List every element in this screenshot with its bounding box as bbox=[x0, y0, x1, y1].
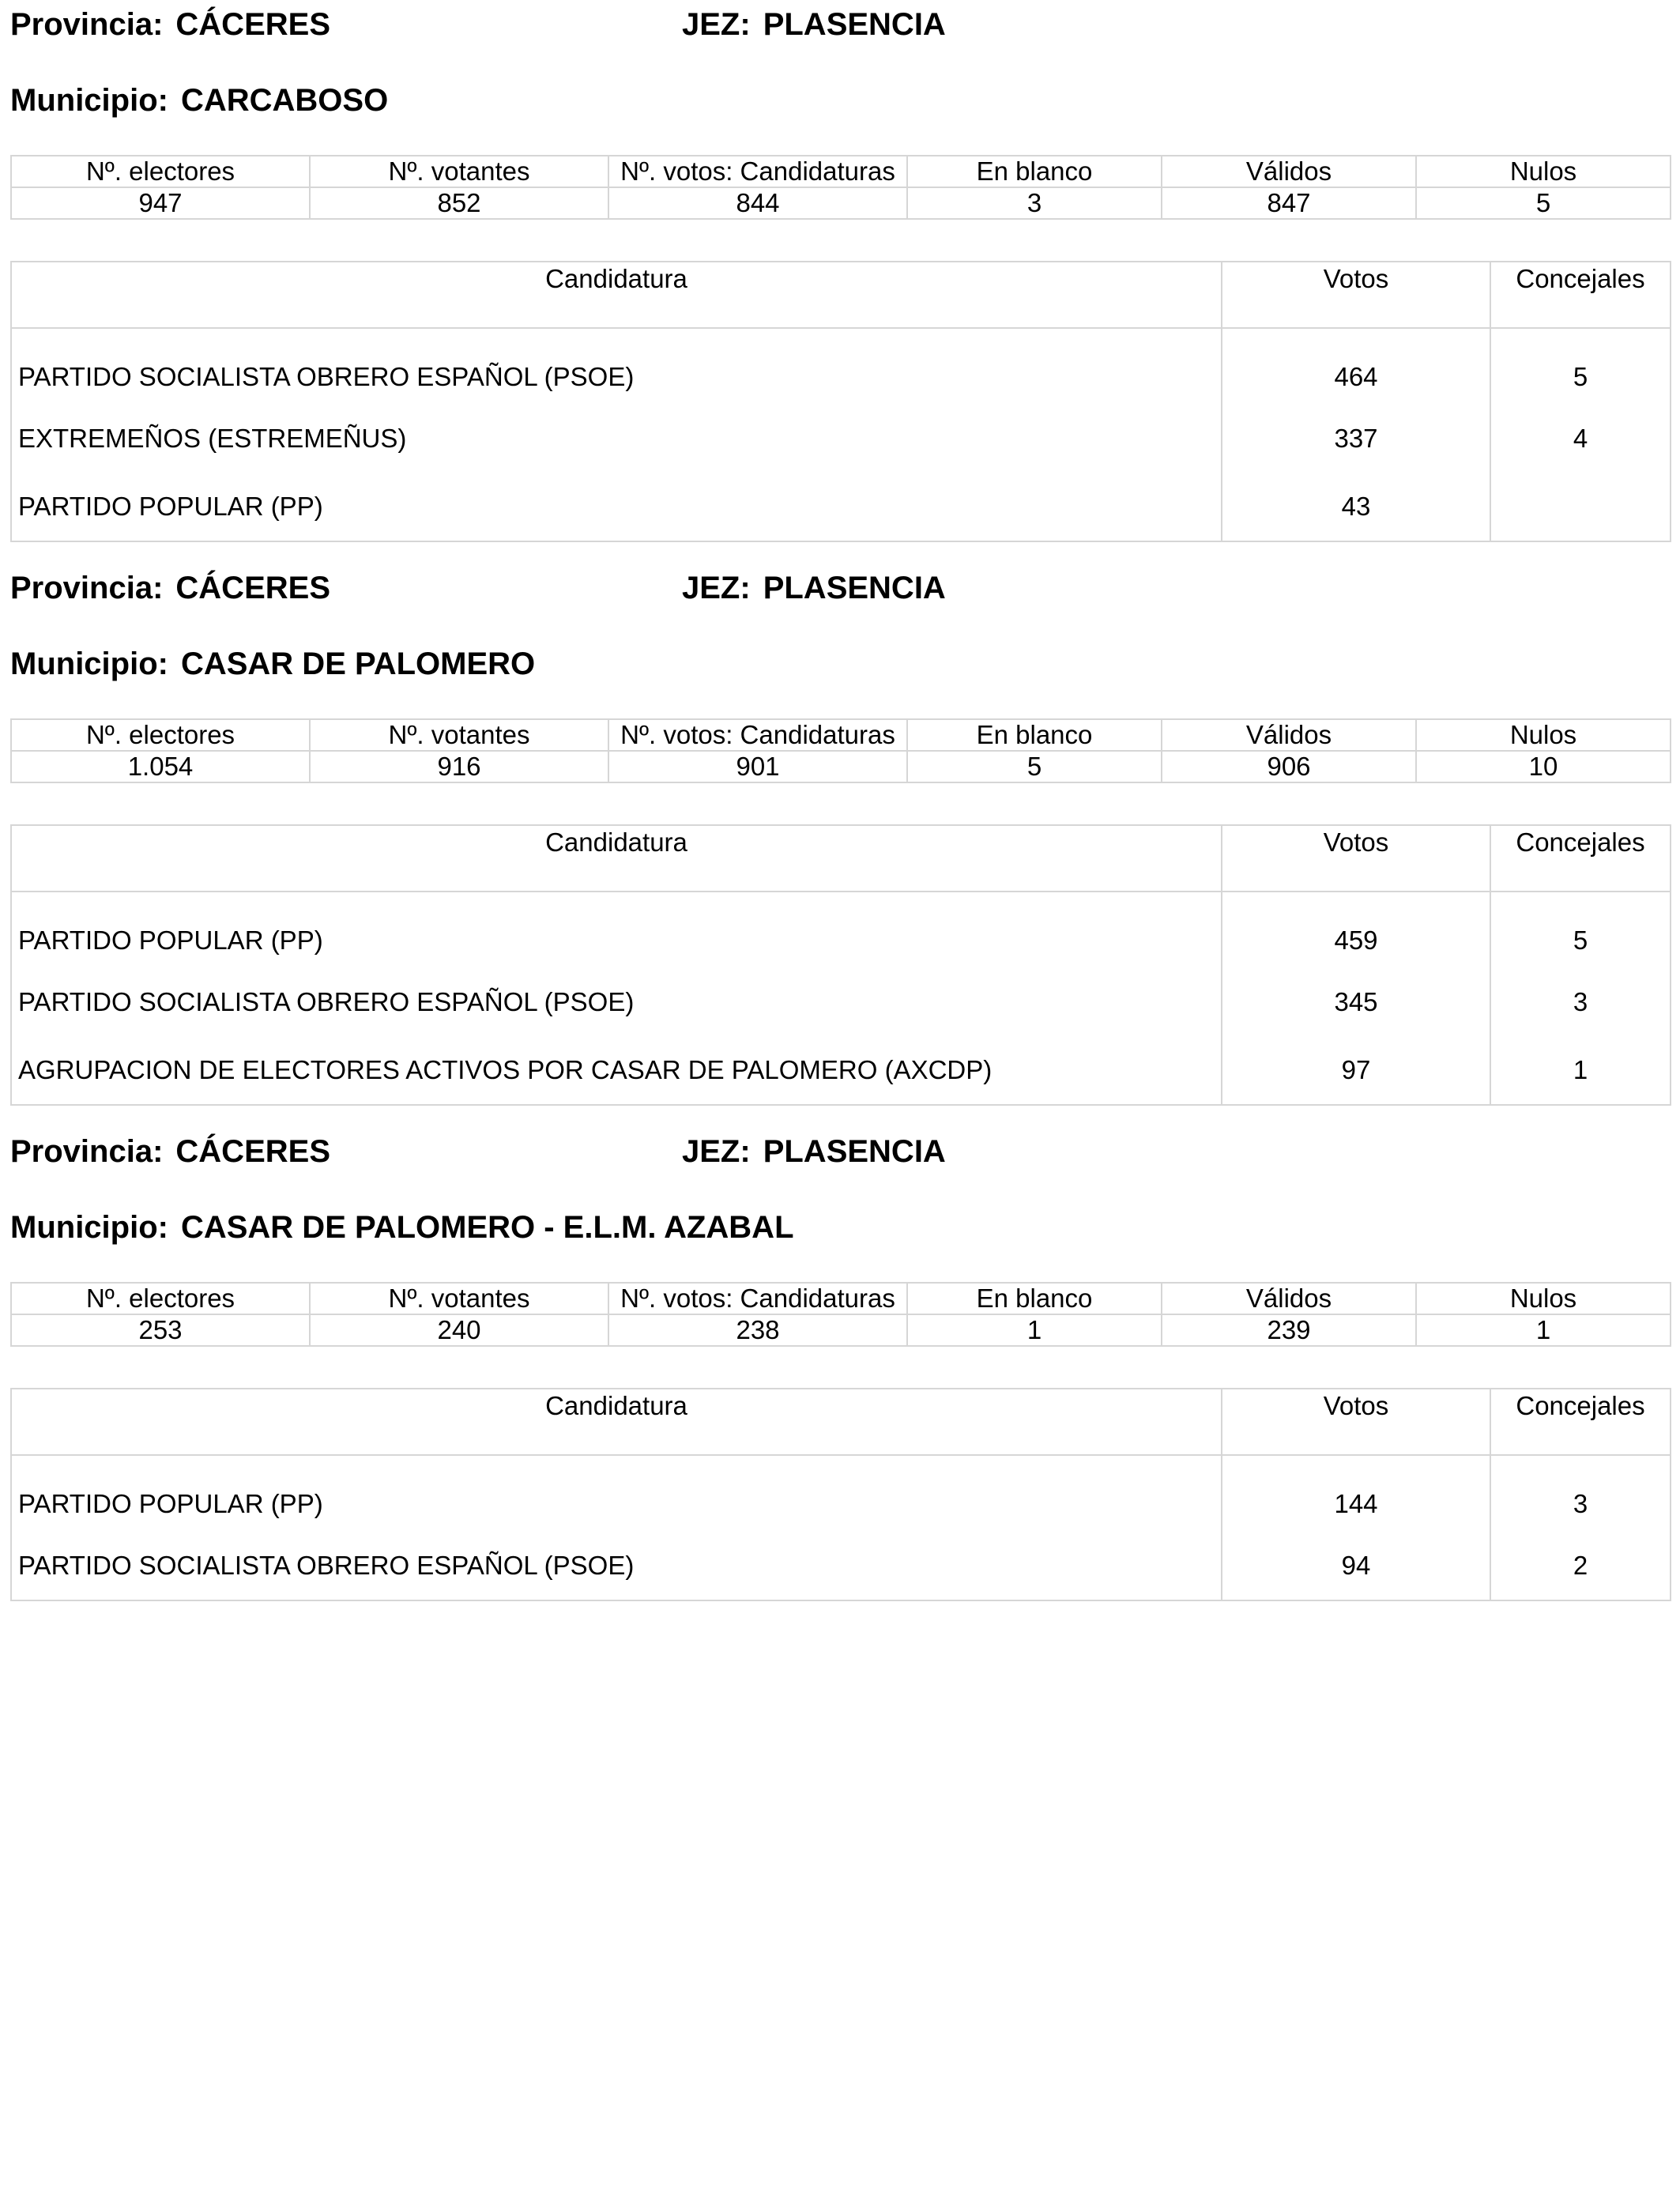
candidatura-row bbox=[11, 968, 1671, 1036]
jez-label: JEZ: bbox=[682, 1134, 751, 1169]
concejales-header: Concejales bbox=[1490, 262, 1671, 328]
votos-header: Votos bbox=[1222, 262, 1490, 328]
provincia-label: Provincia: bbox=[10, 1134, 164, 1169]
concejales-header: Concejales bbox=[1490, 825, 1671, 892]
votos-candidaturas-header: Nº. votos: Candidaturas bbox=[608, 156, 907, 187]
candidatura-name: PARTIDO SOCIALISTA OBRERO ESPAÑOL (PSOE) bbox=[11, 968, 1222, 1036]
jez-header bbox=[682, 570, 946, 606]
provincia-label: Provincia: bbox=[10, 7, 164, 42]
validos-header: Válidos bbox=[1162, 156, 1416, 187]
candidatura-votos: 97 bbox=[1222, 1036, 1490, 1105]
electores-value: 253 bbox=[11, 1314, 310, 1346]
nulos-value: 10 bbox=[1416, 751, 1671, 782]
votos-candidaturas-header: Nº. votos: Candidaturas bbox=[608, 719, 907, 751]
candidatura-header: Candidatura bbox=[11, 1389, 1222, 1455]
electores-value: 947 bbox=[11, 187, 310, 219]
votos-candidaturas-value: 901 bbox=[608, 751, 907, 782]
jez-value: PLASENCIA bbox=[763, 1134, 946, 1169]
candidatura-row bbox=[11, 892, 1671, 968]
summary-table bbox=[10, 718, 1671, 783]
summary-value-row bbox=[11, 187, 1671, 219]
nulos-value: 1 bbox=[1416, 1314, 1671, 1346]
validos-value: 847 bbox=[1162, 187, 1416, 219]
provincia-value: CÁCERES bbox=[175, 571, 330, 605]
en-blanco-value: 3 bbox=[907, 187, 1162, 219]
votantes-value: 916 bbox=[310, 751, 608, 782]
municipio-value: CASAR DE PALOMERO bbox=[180, 647, 536, 681]
candidatura-row bbox=[11, 1532, 1671, 1600]
jez-label: JEZ: bbox=[682, 571, 751, 605]
candidaturas-header-row bbox=[11, 262, 1671, 328]
provincia-header bbox=[10, 1133, 330, 1170]
summary-table bbox=[10, 1282, 1671, 1347]
jez-header bbox=[682, 6, 946, 43]
provincia-value: CÁCERES bbox=[175, 7, 330, 42]
nulos-header: Nulos bbox=[1416, 1283, 1671, 1314]
votos-candidaturas-value: 844 bbox=[608, 187, 907, 219]
votos-header: Votos bbox=[1222, 825, 1490, 892]
candidatura-votos: 459 bbox=[1222, 892, 1490, 968]
jez-header bbox=[682, 1133, 946, 1170]
candidatura-votos: 464 bbox=[1222, 328, 1490, 405]
summary-value-row bbox=[11, 751, 1671, 782]
candidatura-row bbox=[11, 328, 1671, 405]
candidatura-votos: 94 bbox=[1222, 1532, 1490, 1600]
votos-header: Votos bbox=[1222, 1389, 1490, 1455]
candidatura-header: Candidatura bbox=[11, 825, 1222, 892]
votantes-header: Nº. votantes bbox=[310, 719, 608, 751]
votos-candidaturas-value: 238 bbox=[608, 1314, 907, 1346]
votantes-header: Nº. votantes bbox=[310, 1283, 608, 1314]
candidatura-name: PARTIDO POPULAR (PP) bbox=[11, 473, 1222, 541]
votantes-value: 852 bbox=[310, 187, 608, 219]
validos-value: 239 bbox=[1162, 1314, 1416, 1346]
votos-candidaturas-header: Nº. votos: Candidaturas bbox=[608, 1283, 907, 1314]
summary-header-row bbox=[11, 719, 1671, 751]
validos-header: Válidos bbox=[1162, 719, 1416, 751]
concejales-header: Concejales bbox=[1490, 1389, 1671, 1455]
electores-header: Nº. electores bbox=[11, 719, 310, 751]
candidatura-row bbox=[11, 1455, 1671, 1532]
candidatura-concejales: 5 bbox=[1490, 328, 1671, 405]
candidatura-row bbox=[11, 1036, 1671, 1105]
candidatura-name: PARTIDO SOCIALISTA OBRERO ESPAÑOL (PSOE) bbox=[11, 328, 1222, 405]
summary-table bbox=[10, 155, 1671, 220]
validos-header: Válidos bbox=[1162, 1283, 1416, 1314]
municipio-header bbox=[10, 646, 535, 682]
votantes-header: Nº. votantes bbox=[310, 156, 608, 187]
candidatura-votos: 337 bbox=[1222, 405, 1490, 473]
candidatura-votos: 43 bbox=[1222, 473, 1490, 541]
en-blanco-value: 5 bbox=[907, 751, 1162, 782]
electores-header: Nº. electores bbox=[11, 1283, 310, 1314]
en-blanco-value: 1 bbox=[907, 1314, 1162, 1346]
candidaturas-table bbox=[10, 1388, 1671, 1601]
municipio-label: Municipio: bbox=[10, 1210, 168, 1245]
municipio-header bbox=[10, 1209, 794, 1246]
municipio-value: CARCABOSO bbox=[180, 83, 389, 118]
candidatura-row bbox=[11, 405, 1671, 473]
electores-header: Nº. electores bbox=[11, 156, 310, 187]
summary-header-row bbox=[11, 1283, 1671, 1314]
candidaturas-header-row bbox=[11, 825, 1671, 892]
provincia-label: Provincia: bbox=[10, 571, 164, 605]
provincia-value: CÁCERES bbox=[175, 1134, 330, 1169]
candidatura-concejales bbox=[1490, 473, 1671, 541]
en-blanco-header: En blanco bbox=[907, 156, 1162, 187]
municipio-label: Municipio: bbox=[10, 83, 168, 118]
en-blanco-header: En blanco bbox=[907, 1283, 1162, 1314]
provincia-header bbox=[10, 6, 330, 43]
summary-header-row bbox=[11, 156, 1671, 187]
candidaturas-table bbox=[10, 261, 1671, 542]
nulos-header: Nulos bbox=[1416, 156, 1671, 187]
candidatura-name: PARTIDO SOCIALISTA OBRERO ESPAÑOL (PSOE) bbox=[11, 1532, 1222, 1600]
municipio-header bbox=[10, 82, 388, 119]
candidatura-concejales: 2 bbox=[1490, 1532, 1671, 1600]
municipio-value: CASAR DE PALOMERO - E.L.M. AZABAL bbox=[180, 1210, 794, 1245]
municipio-label: Municipio: bbox=[10, 647, 168, 681]
electores-value: 1.054 bbox=[11, 751, 310, 782]
candidatura-name: AGRUPACION DE ELECTORES ACTIVOS POR CASAR DE PALOMERO (AXCDP) bbox=[11, 1036, 1222, 1105]
candidaturas-header-row bbox=[11, 1389, 1671, 1455]
provincia-header bbox=[10, 570, 330, 606]
jez-label: JEZ: bbox=[682, 7, 751, 42]
candidatura-concejales: 3 bbox=[1490, 1455, 1671, 1532]
jez-value: PLASENCIA bbox=[763, 7, 946, 42]
candidatura-name: EXTREMEÑOS (ESTREMEÑUS) bbox=[11, 405, 1222, 473]
candidatura-row bbox=[11, 473, 1671, 541]
candidatura-votos: 345 bbox=[1222, 968, 1490, 1036]
summary-value-row bbox=[11, 1314, 1671, 1346]
candidatura-concejales: 1 bbox=[1490, 1036, 1671, 1105]
jez-value: PLASENCIA bbox=[763, 571, 946, 605]
candidatura-concejales: 4 bbox=[1490, 405, 1671, 473]
candidaturas-table bbox=[10, 824, 1671, 1106]
candidatura-name: PARTIDO POPULAR (PP) bbox=[11, 1455, 1222, 1532]
validos-value: 906 bbox=[1162, 751, 1416, 782]
en-blanco-header: En blanco bbox=[907, 719, 1162, 751]
candidatura-concejales: 5 bbox=[1490, 892, 1671, 968]
candidatura-concejales: 3 bbox=[1490, 968, 1671, 1036]
votantes-value: 240 bbox=[310, 1314, 608, 1346]
candidatura-header: Candidatura bbox=[11, 262, 1222, 328]
candidatura-name: PARTIDO POPULAR (PP) bbox=[11, 892, 1222, 968]
nulos-value: 5 bbox=[1416, 187, 1671, 219]
nulos-header: Nulos bbox=[1416, 719, 1671, 751]
candidatura-votos: 144 bbox=[1222, 1455, 1490, 1532]
